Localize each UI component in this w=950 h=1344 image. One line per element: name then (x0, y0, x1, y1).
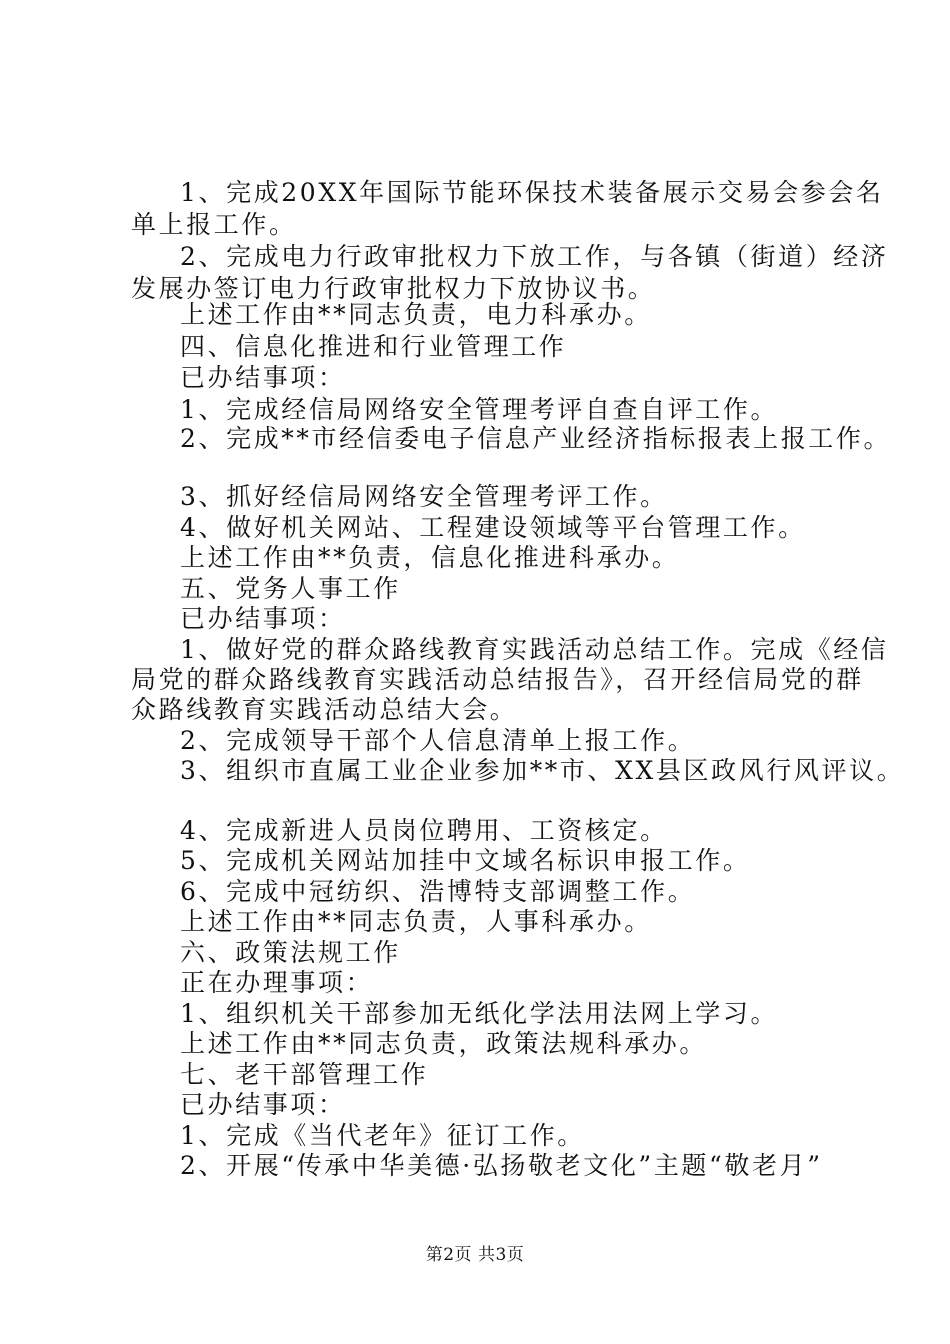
text-line: 2、完成领导干部个人信息清单上报工作。 (180, 726, 696, 755)
text-line: 众路线教育实践活动总结大会。 (131, 695, 518, 724)
page-number-footer: 第2页 共3页 (425, 1245, 525, 1265)
text-line: 3、组织市直属工业企业参加**市、XX县区政风行风评议。 (180, 756, 905, 785)
text-line: 2、开展“传承中华美德·弘扬敬老文化”主题“敬老月” (180, 1151, 823, 1180)
text-line: 单上报工作。 (131, 210, 297, 239)
text-line: 上述工作由**同志负责，人事科承办。 (180, 907, 652, 936)
text-line: 已办结事项： (180, 604, 346, 633)
text-line: 4、完成新进人员岗位聘用、工资核定。 (180, 816, 668, 845)
text-line: 2、完成**市经信委电子信息产业经济指标报表上报工作。 (180, 424, 892, 453)
text-line: 上述工作由**负责，信息化推进科承办。 (180, 543, 680, 572)
section-heading: 五、党务人事工作 (180, 574, 401, 603)
text-line: 上述工作由**同志负责，政策法规科承办。 (180, 1029, 708, 1058)
text-line: 6、完成中冠纺织、浩博特支部调整工作。 (180, 877, 696, 906)
text-line: 1、完成经信局网络安全管理考评自查自评工作。 (180, 395, 779, 424)
text-line: 4、做好机关网站、工程建设领域等平台管理工作。 (180, 513, 806, 542)
text-line: 已办结事项： (180, 363, 346, 392)
text-line: 1、完成《当代老年》征订工作。 (180, 1121, 585, 1150)
text-line: 已办结事项： (180, 1090, 346, 1119)
text-line: 5、完成机关网站加挂中文域名标识申报工作。 (180, 846, 751, 875)
section-heading: 四、信息化推进和行业管理工作 (180, 332, 567, 361)
text-line: 3、抓好经信局网络安全管理考评工作。 (180, 482, 668, 511)
section-heading: 七、老干部管理工作 (180, 1060, 429, 1089)
text-line: 上述工作由**同志负责，电力科承办。 (180, 300, 652, 329)
text-line: 局党的群众路线教育实践活动总结报告》，召开经信局党的群 (131, 665, 864, 694)
text-line: 1、组织机关干部参加无纸化学法用法网上学习。 (180, 999, 779, 1028)
text-line: 发展办签订电力行政审批权力下放协议书。 (131, 274, 656, 303)
text-line: 1、做好党的群众路线教育实践活动总结工作。完成《经信 (180, 635, 889, 664)
text-line: 2、完成电力行政审批权力下放工作，与各镇（街道）经济 (180, 242, 889, 271)
section-heading: 六、政策法规工作 (180, 938, 401, 967)
text-line: 1、完成20XX年国际节能环保技术装备展示交易会参会名 (180, 178, 884, 207)
text-line: 正在办理事项： (180, 968, 374, 997)
